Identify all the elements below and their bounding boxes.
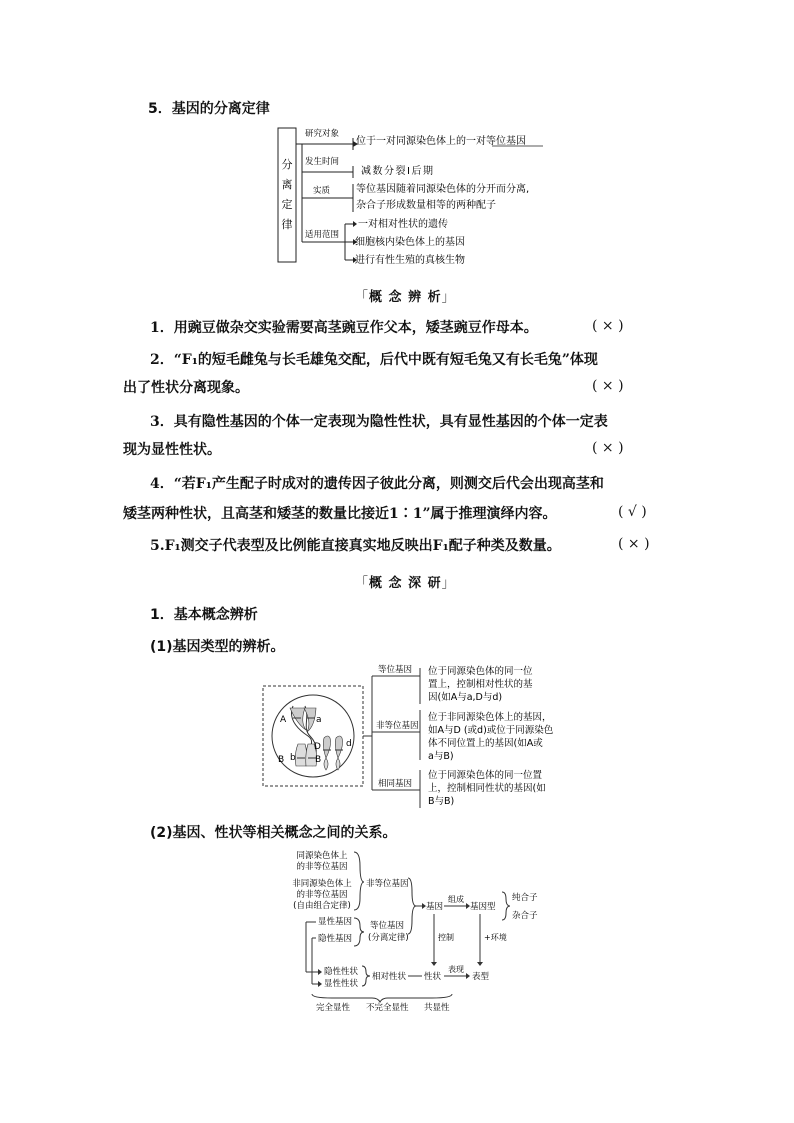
row-label: 实质 [313,186,331,196]
concept-label: 非同源染色体上 [292,879,352,889]
concept-label: 完全显性 [316,1003,351,1013]
gene-type-desc: 位于同源染色体的同一位置 [428,770,543,781]
row-content: 等位基因随着同源染色体的分开而分离, [356,184,530,195]
concept-label: 表现 [448,965,464,974]
judgment-mark: ( × ) [618,536,650,552]
concept-label: 不完全显性 [366,1003,409,1013]
row-label: 研究对象 [305,129,340,139]
judgment-mark: ( × ) [592,318,624,334]
judgment-mark: ( × ) [592,378,624,394]
gene-letter: d [346,739,352,749]
judgment-item: 1．用豌豆做杂交实验需要高茎豌豆作父本，矮茎豌豆作母本。 [150,320,538,336]
judgment-item: 2．“F₁的短毛雌兔与长毛雄兔交配，后代中既有短毛兔又有长毛兔”体现 [150,352,598,368]
gene-type-desc: 上，控制相同性状的基因(如 [428,783,546,794]
scope-item: 进行有性生殖的真核生物 [355,255,465,266]
row-label: 适用范围 [305,230,340,240]
scope-item: 细胞核内染色体上的基因 [355,237,465,248]
gene-type-desc: 体不同位置上的基因(如A或 [428,738,543,749]
concept-label: 等位基因 [370,921,405,931]
concept-label: 隐性性状 [324,967,359,977]
gene-type-desc: 位于同源染色体的同一位 [428,666,533,677]
subtitle: 1．基本概念辨析 [150,607,258,623]
concept-label: (分离定律) [368,933,409,943]
vertical-title-char: 律 [281,218,293,231]
concept-label: 显性性状 [324,979,359,989]
concept-label: (自由组合定律) [293,901,351,911]
row-content: 杂合子形成数量相等的两种配子 [356,200,496,211]
row-content: 位于一对同源染色体上的一对等位基因 [356,136,526,147]
gene-type-desc: 置上，控制相对性状的基 [428,679,533,690]
gene-type-desc: B与B) [428,796,455,807]
concept-label: 的非等位基因 [296,862,348,872]
concept-label: 显性基因 [318,917,353,927]
judgment-item: 3．具有隐性基因的个体一定表现为隐性性状，具有显性基因的个体一定表 [150,414,608,430]
vertical-title-char: 分 [281,158,293,171]
concept-label: 基因 [426,902,444,912]
row-label: 发生时间 [305,157,340,167]
concept-label: 共显性 [424,1003,450,1013]
section-banner: 「 概 念 辨 析 」 [355,286,456,305]
gene-type-label: 非等位基因 [376,721,419,731]
subtitle: (1)基因类型的辨析。 [150,639,285,655]
gene-letter: A [280,715,287,725]
segregation-law-diagram [275,124,565,266]
concept-label: 相对性状 [372,972,407,982]
judgment-mark: ( × ) [592,440,624,456]
concept-label: 控制 [438,933,454,942]
vertical-title-char: 离 [281,178,293,191]
concept-label: 性状 [424,972,442,982]
gene-letter: a [316,715,322,725]
gene-letter: D [314,742,321,752]
concept-label: 表型 [472,972,490,982]
judgment-item: 5.F₁测交子代表型及比例能直接真实地反映出F₁配子种类及数量。 [150,538,561,554]
subtitle: (2)基因、性状等相关概念之间的关系。 [150,825,397,841]
vertical-title-char: 定 [281,198,293,211]
scope-item: 一对相对性状的遗传 [358,219,448,230]
concept-label: 非等位基因 [366,879,409,889]
gene-type-desc: 因(如A与a,D与d) [428,692,503,703]
concept-label: 的非等位基因 [296,890,348,900]
concept-label: 基因型 [470,902,496,912]
gene-letter: B [278,755,285,765]
concept-label: 隐性基因 [318,934,353,944]
gene-letter: B [315,755,322,765]
section-title: 5．基因的分离定律 [148,101,270,117]
gene-type-desc: 位于非同源染色体上的基因， [428,712,552,723]
concept-label: +环境 [484,933,507,942]
judgment-mark: ( √ ) [618,504,647,520]
judgment-item: 4．“若F₁产生配子时成对的遗传因子彼此分离，则测交后代会出现高茎和 [150,476,604,492]
judgment-item-cont: 矮茎两种性状，且高茎和矮茎的数量比接近1∶1”属于推理演绎内容。 [123,506,557,522]
gene-type-desc: a与B) [428,751,454,762]
concept-label: 杂合子 [512,911,538,921]
judgment-item-cont: 现为显性性状。 [123,442,221,458]
judgment-item-cont: 出了性状分离现象。 [123,380,249,396]
concept-relationship-diagram [292,848,540,1018]
concept-label: 同源染色体上 [296,851,348,861]
gene-type-label: 等位基因 [378,665,413,675]
gene-letter: b [290,753,296,763]
section-banner: 「 概 念 深 研 」 [355,572,456,591]
gene-type-label: 相同基因 [378,779,413,789]
row-content: 减数分裂Ⅰ后期 [361,166,435,177]
concept-label: 组成 [448,895,464,904]
concept-label: 纯合子 [512,893,538,903]
gene-type-desc: 如A与D (或d)或位于同源染色 [428,725,554,736]
gene-type-diagram [260,662,580,810]
